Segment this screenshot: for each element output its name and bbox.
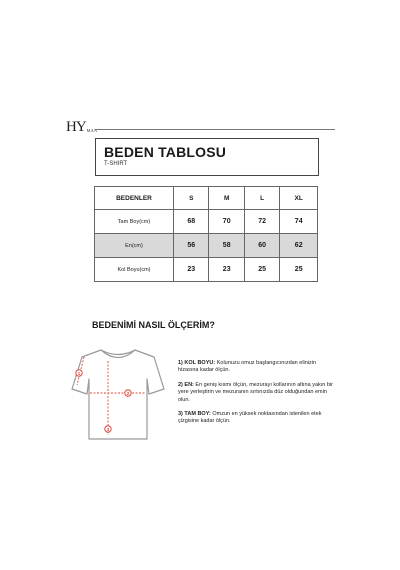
table-cell: 25	[280, 258, 318, 282]
instruction-width-label: 2) EN:	[178, 381, 194, 388]
table-row	[95, 258, 318, 282]
table-cell: 23	[174, 258, 209, 282]
table-cell: 70	[209, 210, 244, 234]
table-cell: 74	[280, 210, 318, 234]
marker-1-label: 1	[77, 371, 81, 376]
measurement-instructions	[178, 360, 338, 433]
table-cell: 25	[244, 258, 279, 282]
table-row	[95, 210, 318, 234]
column-header-sizes: BEDENLER	[95, 187, 174, 210]
marker-3	[105, 426, 111, 432]
marker-2	[125, 390, 131, 396]
instruction-sleeve	[178, 360, 338, 375]
page-title: BEDEN TABLOSU	[104, 144, 227, 160]
brand-logo	[66, 118, 98, 136]
instruction-width	[178, 382, 338, 404]
instruction-sleeve-label: 1) KOL BOYU:	[178, 360, 216, 366]
instruction-length-label: 3) TAM BOY:	[178, 411, 211, 418]
table-row	[95, 234, 318, 258]
table-cell: 56	[174, 234, 209, 258]
tshirt-diagram	[70, 345, 166, 445]
measurement-title: BEDENİMİ NASIL ÖLÇERİM?	[92, 320, 215, 330]
marker-3-label: 3	[106, 427, 110, 432]
instruction-length	[178, 411, 338, 426]
instruction-width-text: En geniş kısmı ölçün, mezurayı kollarının altına yakın bir yere yerleştirin ve mezuranın sırtınızda düz olduğundan emin olun.	[178, 381, 333, 403]
table-cell: 68	[174, 210, 209, 234]
row-label: Kol Boyu(cm)	[95, 258, 174, 282]
instruction-length-text: Omzun en yüksek noktasından istenilen etek çizgisine kadar ölçün.	[178, 411, 322, 425]
marker-2-label: 2	[126, 391, 130, 396]
table-cell: 58	[209, 234, 244, 258]
size-table-header	[95, 187, 318, 210]
marker-1	[76, 370, 82, 376]
row-label: Tam Boy(cm)	[95, 210, 174, 234]
column-header-xl: XL	[280, 187, 318, 210]
table-cell: 23	[209, 258, 244, 282]
instruction-sleeve-text: Kolunuzu omuz başlangıcınızdan elinizin hizasına kadar ölçün.	[178, 360, 317, 374]
brand-logo-main: HY	[66, 119, 86, 135]
column-header-l: L	[244, 187, 279, 210]
column-header-m: M	[209, 187, 244, 210]
row-label: En(cm)	[95, 234, 174, 258]
title-box	[95, 138, 319, 176]
tshirt-outline	[72, 350, 164, 439]
table-cell: 72	[244, 210, 279, 234]
column-header-s: S	[174, 187, 209, 210]
brand-logo-sub: MAN	[86, 128, 98, 133]
page-subtitle: T-SHIRT	[104, 161, 128, 167]
table-cell: 60	[244, 234, 279, 258]
header-divider	[95, 129, 335, 130]
size-table	[94, 186, 318, 282]
table-cell: 62	[280, 234, 318, 258]
